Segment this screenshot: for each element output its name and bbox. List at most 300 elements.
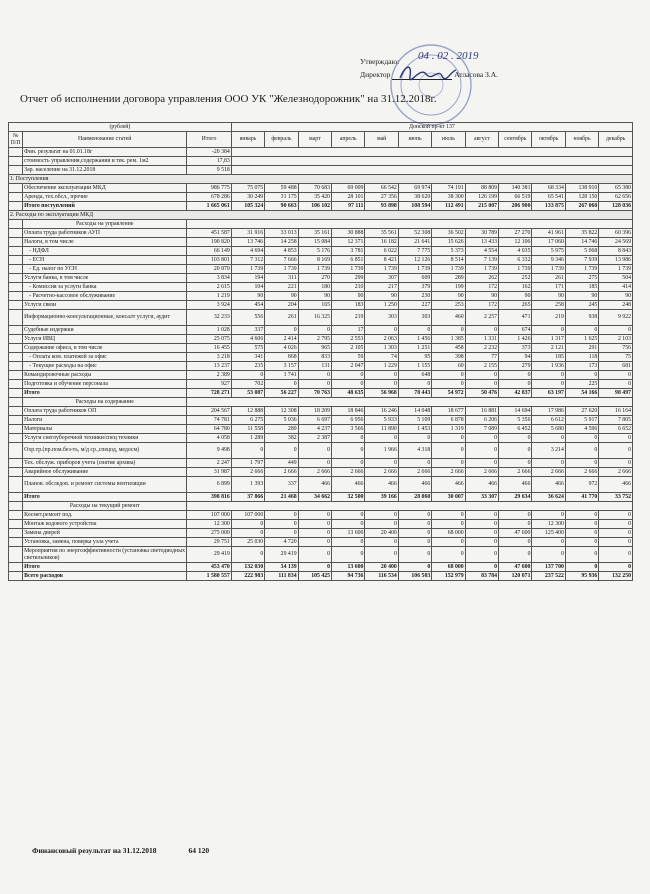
row-value: 25 075 xyxy=(187,335,232,344)
row-label: - НДФЛ xyxy=(23,247,187,256)
row-value: 9 498 xyxy=(187,443,232,459)
row-value: 398 xyxy=(432,353,465,362)
row-value: 2 666 xyxy=(332,468,365,477)
row-value: 1 739 xyxy=(532,265,565,274)
row-value: 35 822 xyxy=(565,229,598,238)
row-number xyxy=(9,434,23,443)
row-number xyxy=(9,193,23,202)
row-value: 927 xyxy=(187,380,232,389)
row-value: 32 500 xyxy=(332,493,365,502)
section-header xyxy=(9,175,633,184)
row-value: 183 xyxy=(332,301,365,310)
row-value: 37 866 xyxy=(231,493,264,502)
row-value: 466 xyxy=(332,477,365,493)
row-value: 0 xyxy=(465,459,498,468)
row-value: 0 xyxy=(365,547,398,563)
row-value: 0 xyxy=(432,459,465,468)
row-value: 471 xyxy=(499,310,532,326)
row-label: - Текущие расходы на офис xyxy=(23,362,187,371)
row-value: 95 xyxy=(398,353,431,362)
table-row xyxy=(9,434,633,443)
section-header xyxy=(9,211,633,220)
row-value: 13 600 xyxy=(332,529,365,538)
row-value: 373 xyxy=(499,344,532,353)
row-value: 4 720 xyxy=(265,538,298,547)
row-value: 702 xyxy=(231,380,264,389)
info-label: стоимость управления,содержания и тек. рем. 1м2 xyxy=(23,157,187,166)
row-value: 235 xyxy=(231,362,264,371)
row-value: 466 xyxy=(365,477,398,493)
row-value: 5 109 xyxy=(398,416,431,425)
row-value: 7 939 xyxy=(565,256,598,265)
row-value: 0 xyxy=(365,326,398,335)
row-value: 90 xyxy=(599,292,633,301)
unit-label: (рублей) xyxy=(9,123,232,132)
row-value: 41 961 xyxy=(532,229,565,238)
row-value: 2 615 xyxy=(187,283,232,292)
row-value: 33 307 xyxy=(465,493,498,502)
row-number xyxy=(9,166,23,175)
row-value: 609 xyxy=(398,274,431,283)
row-value: 1 456 xyxy=(398,335,431,344)
header-unit-row xyxy=(9,123,633,132)
row-value: 90 xyxy=(565,292,598,301)
row-value: 5 680 xyxy=(532,425,565,434)
row-value: 0 xyxy=(398,326,431,335)
row-value: 116 534 xyxy=(365,572,398,581)
row-value: 0 xyxy=(565,443,598,459)
row-value: 172 xyxy=(465,301,498,310)
row-value: 1 250 xyxy=(365,301,398,310)
row-value: 29 419 xyxy=(187,547,232,563)
row-number xyxy=(9,202,23,211)
row-value: 1 453 xyxy=(398,425,431,434)
row-value: 42 837 xyxy=(499,389,532,398)
row-value: 2 666 xyxy=(532,468,565,477)
row-value: 128 150 xyxy=(565,193,598,202)
row-value: 0 xyxy=(532,511,565,520)
row-value: 0 xyxy=(465,529,498,538)
row-value: 162 xyxy=(499,283,532,292)
table-row xyxy=(9,247,633,256)
total-row xyxy=(9,563,633,572)
row-value: 9 922 xyxy=(599,310,633,326)
row-value: 1 155 xyxy=(398,362,431,371)
table-row xyxy=(9,371,633,380)
row-value: 0 xyxy=(231,371,264,380)
row-value: 0 xyxy=(432,443,465,459)
row-value: 2 666 xyxy=(565,468,598,477)
row-value: 0 xyxy=(532,380,565,389)
row-value: 0 xyxy=(398,520,431,529)
row-value: 4 318 xyxy=(398,443,431,459)
row-label: Итого поступлений xyxy=(23,202,187,211)
row-value: 0 xyxy=(499,547,532,563)
row-label: Тех. обслуж. приборов учета (снятие архива) xyxy=(23,459,187,468)
row-value: 21 468 xyxy=(265,493,298,502)
row-value: 152 979 xyxy=(432,572,465,581)
row-value: 0 xyxy=(332,459,365,468)
row-value: 0 xyxy=(499,380,532,389)
row-value: 5 917 xyxy=(565,416,598,425)
row-value: 7 139 xyxy=(465,256,498,265)
row-value: 90 xyxy=(465,292,498,301)
row-label: Услуги снегоуборочной техники/спец техники xyxy=(23,434,187,443)
table-row xyxy=(9,362,633,371)
row-number xyxy=(9,547,23,563)
row-value: 1 289 xyxy=(231,434,264,443)
row-value: 458 xyxy=(432,344,465,353)
table-row xyxy=(9,353,633,362)
row-value: 103 801 xyxy=(187,256,232,265)
row-number xyxy=(9,502,23,511)
row-value: 111 834 xyxy=(265,572,298,581)
row-label: - Расчетно-кассовое обслуживание xyxy=(23,292,187,301)
row-value: 14 258 xyxy=(265,238,298,247)
row-value: 30 789 xyxy=(465,229,498,238)
row-value: 275 000 xyxy=(187,529,232,538)
row-value: 0 xyxy=(532,434,565,443)
row-value: 33 013 xyxy=(265,229,298,238)
row-value: 3 157 xyxy=(265,362,298,371)
group-subtitle: Расходы на управление xyxy=(23,220,187,229)
column-header: октябрь xyxy=(532,132,565,148)
row-value: 20 400 xyxy=(365,563,398,572)
row-label: Услуги связи xyxy=(23,301,187,310)
subtitle-empty xyxy=(187,502,633,511)
row-value: 0 xyxy=(565,371,598,380)
info-value: 9 518 xyxy=(187,166,232,175)
row-value: 16 246 xyxy=(365,407,398,416)
row-value: 833 xyxy=(298,353,331,362)
row-value: 59 xyxy=(332,353,365,362)
row-value: 237 522 xyxy=(532,572,565,581)
row-value: 38 300 xyxy=(432,193,465,202)
row-value: 25 030 xyxy=(231,538,264,547)
row-value: 6 206 xyxy=(465,416,498,425)
row-value: 5 373 xyxy=(432,247,465,256)
row-value: 104 xyxy=(231,283,264,292)
row-value: 1 251 xyxy=(398,344,431,353)
row-value: 16 455 xyxy=(187,344,232,353)
column-header: август xyxy=(465,132,498,148)
row-value: 1 665 061 xyxy=(187,202,232,211)
director-signature xyxy=(398,62,458,84)
info-empty xyxy=(231,166,632,175)
row-value: 66 542 xyxy=(365,184,398,193)
row-value: 4 596 xyxy=(565,425,598,434)
table-row xyxy=(9,274,633,283)
row-number xyxy=(9,493,23,502)
row-value: 219 xyxy=(332,310,365,326)
row-value: 0 xyxy=(499,459,532,468)
row-number xyxy=(9,511,23,520)
row-label: Оплата труда работников ОП xyxy=(23,407,187,416)
row-value: 0 xyxy=(565,326,598,335)
row-value: 69 974 xyxy=(398,184,431,193)
row-value: 0 xyxy=(265,443,298,459)
row-number xyxy=(9,389,23,398)
row-value: 0 xyxy=(565,459,598,468)
result-label: Финансовый результат на 31.12.2018 xyxy=(32,846,157,855)
row-value: 6 332 xyxy=(499,256,532,265)
row-value: 299 xyxy=(332,274,365,283)
row-value: 31 175 xyxy=(265,193,298,202)
row-value: 12 308 xyxy=(265,407,298,416)
row-value: 8 514 xyxy=(432,256,465,265)
row-value: 0 xyxy=(298,547,331,563)
row-value: 303 xyxy=(365,310,398,326)
row-value: 414 xyxy=(599,283,633,292)
row-value: 267 060 xyxy=(565,202,598,211)
row-value: 1 739 xyxy=(565,265,598,274)
row-value: 2 795 xyxy=(298,335,331,344)
row-value: 14 694 xyxy=(499,407,532,416)
row-value: 0 xyxy=(231,520,264,529)
row-number xyxy=(9,265,23,274)
row-value: 0 xyxy=(332,538,365,547)
row-value: 7 666 xyxy=(265,256,298,265)
row-value: 75 xyxy=(599,353,633,362)
row-value: 0 xyxy=(499,443,532,459)
row-value: 270 xyxy=(298,274,331,283)
row-value: 466 xyxy=(298,477,331,493)
column-header: сентябрь xyxy=(499,132,532,148)
row-label: Информационно-консультационные, консалт услуги, аудит xyxy=(23,310,187,326)
row-value: 90 xyxy=(532,292,565,301)
row-value: 972 xyxy=(565,477,598,493)
row-label: Монтаж кодового устройства xyxy=(23,520,187,529)
row-label: Подготовка и обучение персонала xyxy=(23,380,187,389)
row-value: 53 087 xyxy=(231,389,264,398)
row-value: 2 666 xyxy=(599,468,633,477)
row-value: 0 xyxy=(332,434,365,443)
row-value: 0 xyxy=(565,547,598,563)
row-value: 36 624 xyxy=(532,493,565,502)
table-row xyxy=(9,407,633,416)
row-value: 28 101 xyxy=(332,193,365,202)
row-value: 2 257 xyxy=(465,310,498,326)
row-value: 466 xyxy=(599,477,633,493)
row-value: 674 xyxy=(499,326,532,335)
row-value: 5 036 xyxy=(265,416,298,425)
row-number xyxy=(9,292,23,301)
row-value: 2 666 xyxy=(231,468,264,477)
info-row xyxy=(9,166,633,175)
row-value: 0 xyxy=(499,538,532,547)
row-value: 12 106 xyxy=(499,238,532,247)
section-title: 2. Расходы по эксплуатации МКД xyxy=(9,211,633,220)
row-value: 0 xyxy=(465,326,498,335)
row-value: 90 xyxy=(265,292,298,301)
row-number xyxy=(9,538,23,547)
row-value: 6 697 xyxy=(298,416,331,425)
row-value: 31 987 xyxy=(187,468,232,477)
row-value: 1 936 xyxy=(532,362,565,371)
row-number xyxy=(9,247,23,256)
row-value: 0 xyxy=(532,459,565,468)
row-value: 4 058 xyxy=(187,434,232,443)
row-value: 34 662 xyxy=(298,493,331,502)
row-value: 0 xyxy=(599,380,633,389)
row-value: 6 612 xyxy=(532,416,565,425)
row-value: 0 xyxy=(599,511,633,520)
row-value: 11 558 xyxy=(231,425,264,434)
director-name: Атласова З.А. xyxy=(454,70,499,79)
row-value: 8 421 xyxy=(365,256,398,265)
row-value: 575 xyxy=(231,344,264,353)
row-value: 460 xyxy=(432,310,465,326)
row-value: 210 xyxy=(332,283,365,292)
row-value: 11 890 xyxy=(365,425,398,434)
row-value: 0 xyxy=(398,459,431,468)
row-value: 75 075 xyxy=(231,184,264,193)
row-value: 451 587 xyxy=(187,229,232,238)
row-value: 0 xyxy=(432,511,465,520)
row-value: 0 xyxy=(599,529,633,538)
row-value: 453 470 xyxy=(187,563,232,572)
row-number xyxy=(9,380,23,389)
address-label: Донской пр-кт 137 xyxy=(231,123,632,132)
row-value: 98 497 xyxy=(599,389,633,398)
row-value: 1 229 xyxy=(365,362,398,371)
row-value: 307 xyxy=(365,274,398,283)
row-value: 18 209 xyxy=(298,407,331,416)
row-value: 219 xyxy=(532,310,565,326)
row-value: 0 xyxy=(432,371,465,380)
row-value: 0 xyxy=(265,529,298,538)
row-value: 0 xyxy=(499,434,532,443)
row-value: 382 xyxy=(265,434,298,443)
row-value: 6 275 xyxy=(231,416,264,425)
row-value: 2 103 xyxy=(599,335,633,344)
row-value: 131 xyxy=(298,362,331,371)
row-value: 0 xyxy=(265,326,298,335)
column-header: февраль xyxy=(265,132,298,148)
info-row xyxy=(9,157,633,166)
row-value: 105 425 xyxy=(298,572,331,581)
row-value: 1 580 557 xyxy=(187,572,232,581)
row-value: 68 334 xyxy=(532,184,565,193)
row-value: 275 xyxy=(565,274,598,283)
row-value: 0 xyxy=(465,520,498,529)
row-value: 0 xyxy=(332,520,365,529)
row-value: 1 741 xyxy=(265,371,298,380)
row-value: 556 xyxy=(231,310,264,326)
row-value: 2 121 xyxy=(532,344,565,353)
row-value: 2 105 xyxy=(332,344,365,353)
row-value: 2 666 xyxy=(465,468,498,477)
row-value: 2 553 xyxy=(332,335,365,344)
row-value: 38 620 xyxy=(398,193,431,202)
row-value: 83 784 xyxy=(465,572,498,581)
table-row xyxy=(9,529,633,538)
row-value: 217 xyxy=(365,283,398,292)
info-value: 17,83 xyxy=(187,157,232,166)
row-value: 0 xyxy=(465,380,498,389)
row-label: Космет.ремонт под. xyxy=(23,511,187,520)
row-value: 303 xyxy=(398,310,431,326)
row-label: Командировочные расходы xyxy=(23,371,187,380)
row-number xyxy=(9,283,23,292)
row-value: 21 641 xyxy=(398,238,431,247)
row-value: 137 700 xyxy=(532,563,565,572)
row-number xyxy=(9,148,23,157)
row-value: 15 626 xyxy=(432,238,465,247)
row-value: 265 xyxy=(499,301,532,310)
row-value: 94 736 xyxy=(332,572,365,581)
row-value: 90 663 xyxy=(265,202,298,211)
row-value: 12 300 xyxy=(187,520,232,529)
row-value: 5 356 xyxy=(499,416,532,425)
row-value: 3 214 xyxy=(532,443,565,459)
row-value: 63 197 xyxy=(532,389,565,398)
row-value: 64 780 xyxy=(187,425,232,434)
row-value: 227 xyxy=(398,301,431,310)
row-value: 59 488 xyxy=(265,184,298,193)
row-label: Оплата труда работников АУП xyxy=(23,229,187,238)
row-value: 30 249 xyxy=(231,193,264,202)
row-value: 125 400 xyxy=(532,529,565,538)
row-value: 756 xyxy=(599,344,633,353)
table-row xyxy=(9,283,633,292)
row-value: 0 xyxy=(432,520,465,529)
row-value: 138 910 xyxy=(565,184,598,193)
row-value: 9 346 xyxy=(532,256,565,265)
row-value: 13 600 xyxy=(332,563,365,572)
table-row xyxy=(9,335,633,344)
row-value: 5 933 xyxy=(365,416,398,425)
row-value: 1 317 xyxy=(532,335,565,344)
row-value: 1 739 xyxy=(365,265,398,274)
row-label: Охр.тр.(пр.пом.без-ть, м/д ср.,спецод, медосм) xyxy=(23,443,187,459)
row-value: 5 975 xyxy=(532,247,565,256)
row-value: 206 900 xyxy=(499,202,532,211)
row-value: 262 xyxy=(465,274,498,283)
row-value: 5 176 xyxy=(298,247,331,256)
row-value: 261 xyxy=(265,310,298,326)
row-value: 3 566 xyxy=(332,425,365,434)
row-value: 0 xyxy=(432,326,465,335)
row-number xyxy=(9,477,23,493)
table-row xyxy=(9,292,633,301)
row-number xyxy=(9,310,23,326)
table-row xyxy=(9,344,633,353)
row-value: 0 xyxy=(599,520,633,529)
row-value: 0 xyxy=(599,371,633,380)
row-value: 0 xyxy=(398,529,431,538)
row-value: 31 916 xyxy=(231,229,264,238)
row-value: 0 xyxy=(465,538,498,547)
row-value: 1 303 xyxy=(365,344,398,353)
row-value: 0 xyxy=(532,326,565,335)
row-value: 7 775 xyxy=(398,247,431,256)
row-value: 0 xyxy=(599,563,633,572)
row-value: 120 071 xyxy=(499,572,532,581)
row-value: 35 420 xyxy=(298,193,331,202)
row-value: 39 166 xyxy=(365,493,398,502)
info-label: Зар. население на 31.12.2018 xyxy=(23,166,187,175)
row-value: 54 166 xyxy=(565,389,598,398)
row-value: 1 739 xyxy=(499,265,532,274)
row-value: 938 xyxy=(565,310,598,326)
row-value: 0 xyxy=(231,443,264,459)
row-label: - ЕСН xyxy=(23,256,187,265)
row-number xyxy=(9,529,23,538)
row-value: 337 xyxy=(231,326,264,335)
row-value: 112 491 xyxy=(432,202,465,211)
row-value: 0 xyxy=(465,511,498,520)
